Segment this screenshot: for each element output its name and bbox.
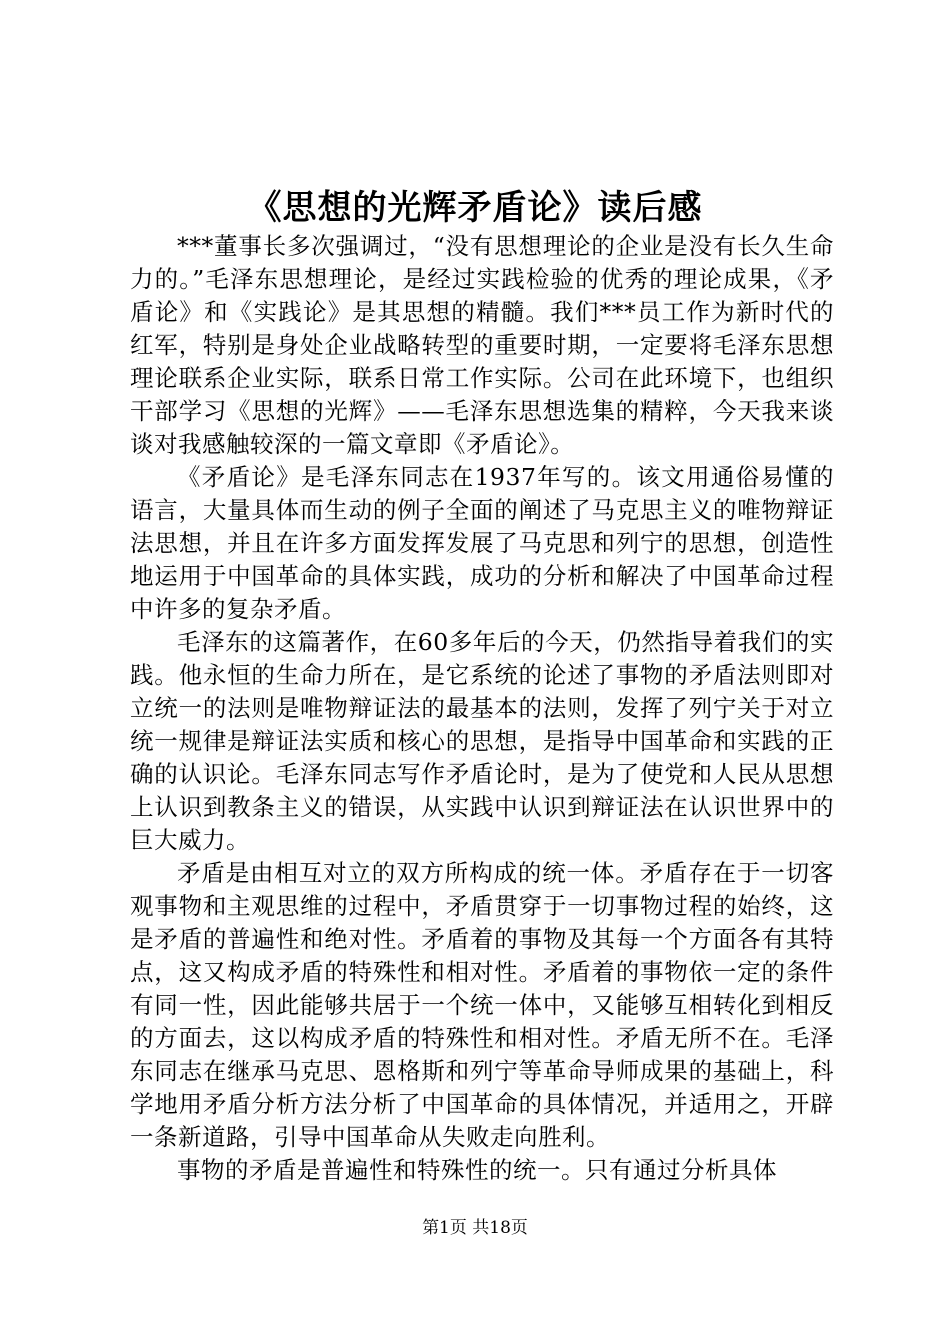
paragraph-5: 事物的矛盾是普遍性和特殊性的统一。只有通过分析具体 xyxy=(177,1156,777,1184)
page-footer: 第1页 共18页 xyxy=(422,1218,528,1238)
document-body xyxy=(130,230,834,1187)
paragraph-3: 毛泽东的这篇著作，在60多年后的今天，仍然指导着我们的实践。他永恒的生命力所在，是它系统的论述了事物的矛盾法则即对立统一的法则是唯物辩证法的最基本的法则，发挥了列宁关于对立统一规律是辩证法实质和核心的思想，是指导中国革命和实践的正确的认识论。毛泽东同志写作矛盾论时，是为了使党和人民从思想上认识到教条主义的错误，从实践中认识到辩证法在认识世界中的巨大威力。 xyxy=(130,628,834,854)
document-title: 《思想的光辉矛盾论》读后感 xyxy=(247,188,703,228)
paragraph-4: 矛盾是由相互对立的双方所构成的统一体。矛盾存在于一切客观事物和主观思维的过程中，矛盾贯穿于一切事物过程的始终，这是矛盾的普遍性和绝对性。矛盾着的事物及其每一个方面各有其特点，这又构成矛盾的特殊性和相对性。矛盾着的事物依一定的条件有同一性，因此能够共居于一个统一体中，又能够互相转化到相反的方面去，这以构成矛盾的特殊性和相对性。矛盾无所不在。毛泽东同志在继承马克思、恩格斯和列宁等革命导师成果的基础上，科学地用矛盾分析方法分析了中国革命的具体情况，并适用之，开辟一条新道路，引导中国革命从失败走向胜利。 xyxy=(130,859,834,1151)
paragraph-2: 《矛盾论》是毛泽东同志在1937年写的。该文用通俗易懂的语言，大量具体而生动的例子全面的阐述了马克思主义的唯物辩证法思想，并且在许多方面发挥发展了马克思和列宁的思想，创造性地运用于中国革命的具体实践，成功的分析和解决了中国革命过程中许多的复杂矛盾。 xyxy=(130,463,834,623)
paragraph-1: ***董事长多次强调过，“没有思想理论的企业是没有长久生命力的。”毛泽东思想理论，是经过实践检验的优秀的理论成果，《矛盾论》和《实践论》是其思想的精髓。我们***员工作为新时代的红军，特别是身处企业战略转型的重要时期，一定要将毛泽东思想理论联系企业实际，联系日常工作实际。公司在此环境下，也组织干部学习《思想的光辉》——毛泽东思想选集的精粹，今天我来谈谈对我感触较深的一篇文章即《矛盾论》。 xyxy=(130,232,834,458)
